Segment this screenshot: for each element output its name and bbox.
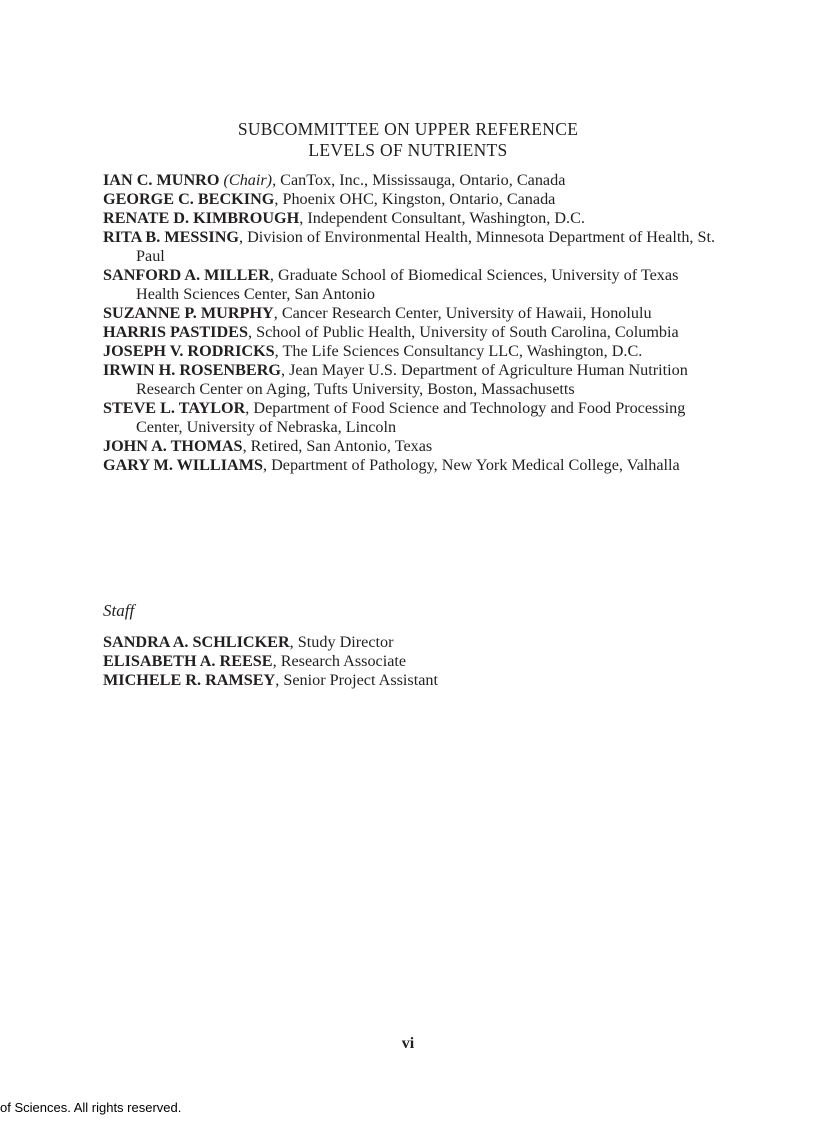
member-affiliation: , Cancer Research Center, University of Hawaii, Honolulu (273, 304, 652, 322)
staff-name: MICHELE R. RAMSEY (103, 671, 276, 689)
member-affiliation: , The Life Sciences Consultancy LLC, Washington, D.C. (274, 342, 643, 360)
member-entry (103, 209, 723, 228)
member-entry (103, 323, 723, 342)
member-name: SANFORD A. MILLER (103, 266, 270, 284)
staff-role: , Research Associate (272, 652, 407, 670)
member-entry (103, 437, 723, 456)
copyright-footer: of Sciences. All rights reserved. (0, 1100, 182, 1115)
member-affiliation: , Department of Food Science and Technology and Food Processing Center, University of Nebraska, Lincoln (136, 399, 686, 436)
staff-entry (103, 652, 723, 671)
member-name: IRWIN H. ROSENBERG (103, 361, 281, 379)
page-number: vi (401, 1035, 415, 1052)
title-line-1: SUBCOMMITTEE ON UPPER REFERENCE (237, 119, 579, 139)
member-affiliation: , Graduate School of Biomedical Sciences, University of Texas Health Sciences Center, San Antonio (136, 266, 679, 303)
title-line-2: LEVELS OF NUTRIENTS (308, 140, 508, 160)
member-name: HARRIS PASTIDES (103, 323, 248, 341)
member-entry (103, 342, 723, 361)
member-name: JOHN A. THOMAS (103, 437, 243, 455)
member-name: STEVE L. TAYLOR (103, 399, 246, 417)
member-entry (103, 266, 723, 304)
member-affiliation: , Independent Consultant, Washington, D.C. (299, 209, 585, 227)
staff-heading: Staff (103, 601, 135, 620)
member-name: JOSEPH V. RODRICKS (103, 342, 275, 360)
member-entry (103, 304, 723, 323)
member-name: RENATE D. KIMBROUGH (103, 209, 300, 227)
member-name: GARY M. WILLIAMS (103, 456, 263, 474)
member-affiliation: , Phoenix OHC, Kingston, Ontario, Canada (274, 190, 556, 208)
member-affiliation: , Retired, San Antonio, Texas (242, 437, 433, 455)
member-entry (103, 171, 723, 190)
member-entry (103, 361, 723, 399)
staff-role: , Senior Project Assistant (275, 671, 439, 689)
member-entry (103, 228, 723, 266)
member-affiliation: , Department of Pathology, New York Medical College, Valhalla (262, 456, 680, 474)
member-affiliation: , Division of Environmental Health, Minnesota Department of Health, St. Paul (136, 228, 716, 265)
member-name: IAN C. MUNRO (103, 171, 220, 189)
member-affiliation: , School of Public Health, University of South Carolina, Columbia (247, 323, 679, 341)
member-name: RITA B. MESSING (103, 228, 239, 246)
staff-name: ELISABETH A. REESE (103, 652, 273, 670)
member-affiliation: , CanTox, Inc., Mississauga, Ontario, Canada (272, 171, 566, 189)
staff-list (103, 633, 723, 690)
member-entry (103, 456, 723, 475)
page-title (0, 119, 816, 161)
staff-role: , Study Director (289, 633, 394, 651)
member-entry (103, 190, 723, 209)
member-name: SUZANNE P. MURPHY (103, 304, 274, 322)
staff-name: SANDRA A. SCHLICKER (103, 633, 290, 651)
member-entry (103, 399, 723, 437)
member-affiliation: , Jean Mayer U.S. Department of Agriculture Human Nutrition Research Center on Aging, Tufts University, Boston, Massachusetts (136, 361, 688, 398)
member-name: GEORGE C. BECKING (103, 190, 275, 208)
member-role: (Chair) (223, 171, 273, 189)
member-list (103, 171, 723, 475)
staff-entry (103, 633, 723, 652)
staff-entry (103, 671, 723, 690)
